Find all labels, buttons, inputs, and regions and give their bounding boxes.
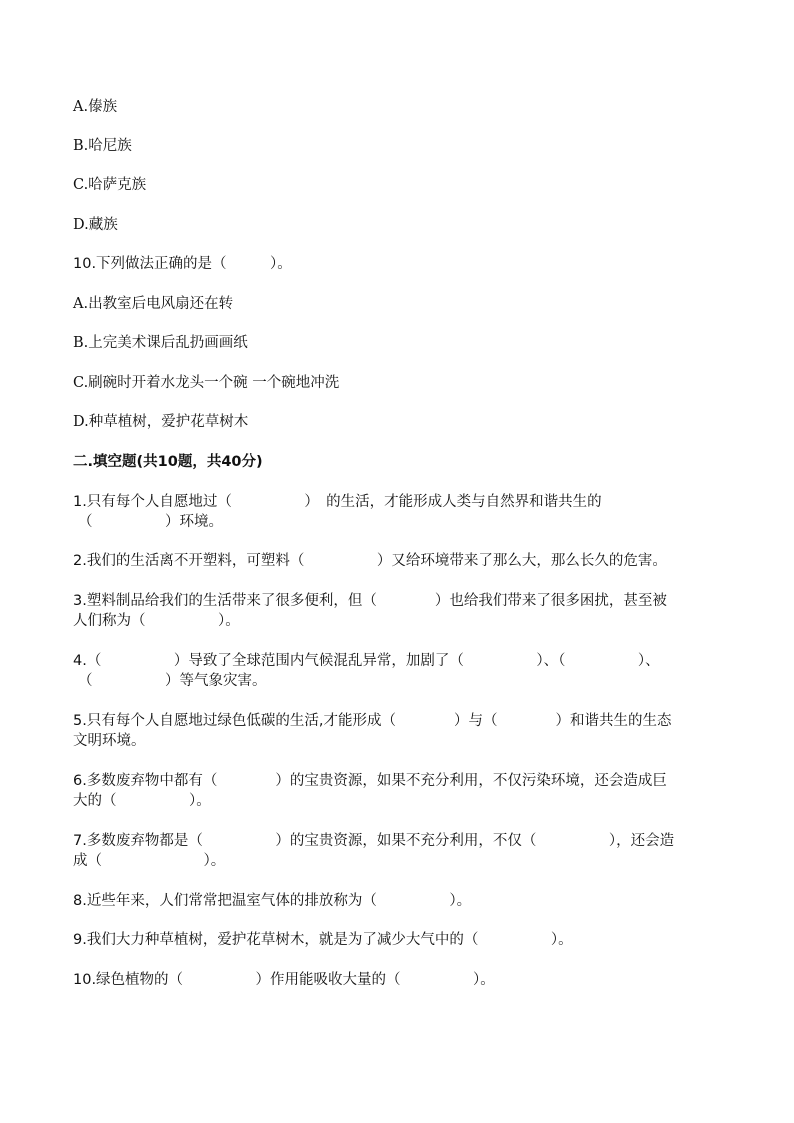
option-c: C.哈萨克族 (73, 177, 147, 193)
fill-question-9-line-1: 9.我们大力种草植树，爱护花草树木，就是为了减少大气中的（ ）。 (73, 932, 573, 948)
option-b: B.哈尼族 (73, 138, 132, 154)
fill-question-4-line-1: 4.（ ）导致了全球范围内气候混乱异常，加剧了（ ）、（ ）、 (73, 653, 660, 669)
fill-question-7-line-1: 7.多数废弃物都是（ ）的宝贵资源，如果不充分利用，不仅（ ），还会造 (73, 833, 675, 849)
fill-question-10-line-1: 10.绿色植物的（ ）作用能吸收大量的（ ）。 (73, 972, 495, 988)
fill-question-6-line-2: 大的（ ）。 (73, 793, 211, 809)
fill-question-2-line-1: 2.我们的生活离不开塑料，可塑料（ ）又给环境带来了那么大，那么长久的危害。 (73, 553, 667, 569)
q10-option-a: A.出教室后电风扇还在转 (73, 296, 234, 312)
fill-question-7-line-2: 成（ ）。 (73, 853, 226, 869)
q10-option-b: B.上完美术课后乱扔画画纸 (73, 335, 248, 351)
fill-question-1-line-1: 1.只有每个人自愿地过（ ） 的生活，才能形成人类与自然界和谐共生的 (73, 494, 602, 510)
q10-option-c: C.刷碗时开着水龙头一个碗 一个碗地冲洗 (73, 375, 340, 391)
option-a: A.傣族 (73, 99, 118, 115)
fill-question-5-line-1: 5.只有每个人自愿地过绿色低碳的生活,才能形成（ ）与（ ）和谐共生的生态 (73, 713, 672, 729)
question-10-stem: 10.下列做法正确的是（ ）。 (73, 256, 292, 272)
q10-option-d: D.种草植树，爱护花草树木 (73, 414, 249, 430)
fill-question-1-line-2: （ ）环境。 (78, 514, 223, 530)
fill-question-8-line-1: 8.近些年来，人们常常把温室气体的排放称为（ ）。 (73, 893, 472, 909)
fill-question-5-line-2: 文明环境。 (73, 733, 146, 749)
fill-question-4-line-2: （ ）等气象灾害。 (78, 673, 267, 689)
fill-question-3-line-2: 人们称为（ ）。 (73, 613, 240, 629)
section-heading: 二.填空题(共10题，共40分) (73, 454, 263, 470)
fill-question-3-line-1: 3.塑料制品给我们的生活带来了很多便利，但（ ）也给我们带来了很多困扰，甚至被 (73, 593, 667, 609)
option-d: D.藏族 (73, 217, 118, 233)
fill-question-6-line-1: 6.多数废弃物中都有（ ）的宝贵资源，如果不充分利用，不仅污染环境，还会造成巨 (73, 773, 667, 789)
